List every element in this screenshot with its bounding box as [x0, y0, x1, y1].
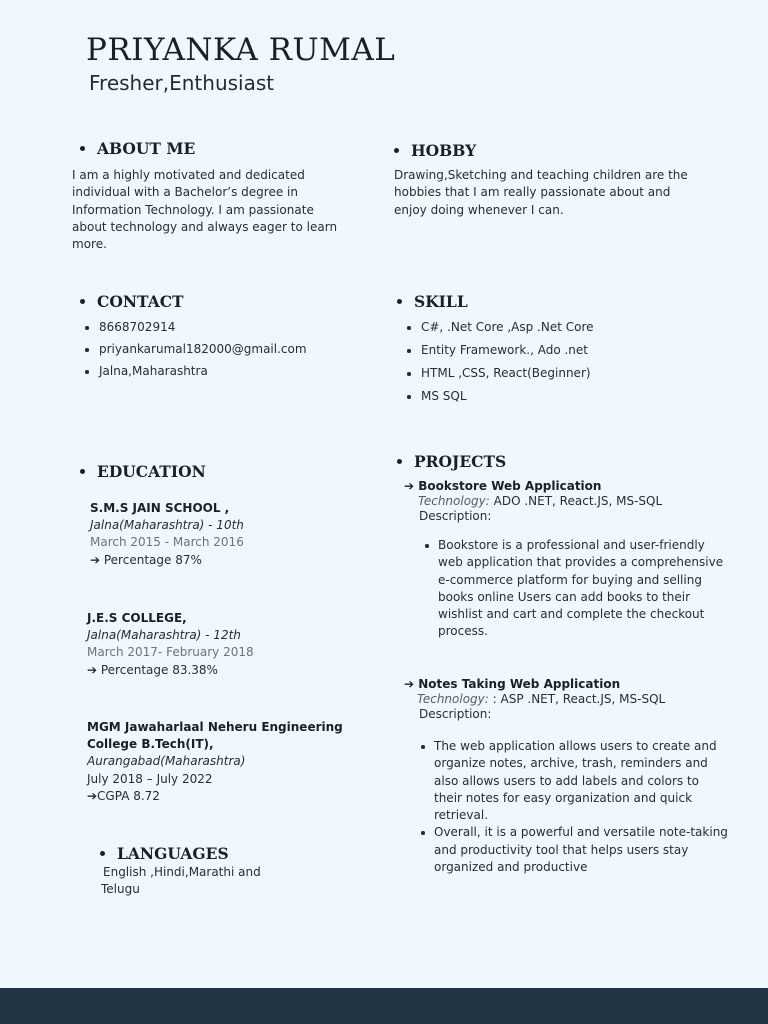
candidate-name: PRIYANKA RUMAL — [86, 32, 396, 68]
education-school: S.M.S JAIN SCHOOL , — [90, 501, 230, 515]
contact-heading — [80, 292, 184, 311]
bullet-icon — [100, 851, 105, 856]
project-bullets — [420, 738, 730, 876]
project-technology — [418, 494, 734, 508]
project-title: ➔ Notes Taking Web Application — [404, 677, 621, 691]
skill-item: HTML ,CSS, React(Beginner) — [406, 366, 594, 380]
skill-item: C#, .Net Core ,Asp .Net Core — [406, 320, 594, 334]
education-heading — [80, 462, 206, 481]
project-description-label: Description: — [419, 509, 492, 523]
skill-item: Entity Framework., Ado .net — [406, 343, 594, 357]
projects-heading — [397, 452, 506, 471]
footer-bar — [0, 988, 768, 1024]
education-place: Jalna(Maharashtra) - 12th — [87, 628, 241, 643]
bullet-icon — [397, 459, 402, 464]
bullet-icon — [80, 469, 85, 474]
about-heading-text: ABOUT ME — [97, 139, 196, 158]
education-result: ➔ Percentage 87% — [90, 552, 202, 567]
project-technology-value: : ASP .NET, React.JS, MS-SQL — [488, 692, 666, 706]
contact-email[interactable]: priyankarumal182000@gmail.com — [84, 342, 307, 356]
project-title: ➔ Bookstore Web Application — [404, 479, 602, 493]
candidate-subtitle: Fresher,Enthusiast — [89, 71, 275, 95]
contact-location: Jalna,Maharashtra — [84, 364, 307, 378]
skill-heading-text: SKILL — [414, 292, 468, 311]
education-place: Aurangabad(Maharashtra) — [87, 754, 246, 769]
project-item — [404, 479, 734, 641]
education-heading-text: EDUCATION — [97, 462, 206, 481]
bullet-icon — [397, 299, 402, 304]
project-technology-value: ADO .NET, React.JS, MS-SQL — [489, 494, 663, 508]
project-item — [404, 677, 734, 876]
education-period: July 2018 – July 2022 — [87, 771, 213, 786]
contact-heading-text: CONTACT — [97, 292, 184, 311]
languages-heading-text: LANGUAGES — [117, 844, 229, 863]
education-entry — [87, 610, 347, 679]
project-bullets — [424, 537, 724, 641]
contact-phone: 8668702914 — [84, 320, 307, 334]
education-entry — [90, 500, 350, 569]
project-technology — [417, 692, 734, 706]
education-school: College B.Tech(IT), — [87, 737, 214, 752]
education-entry — [87, 719, 357, 805]
project-bullet: Bookstore is a professional and user-friendly web application that provides a comprehensive e-commerce platform for buying and selling books online Users can add books to their wishlist and cart and complete the checkout process. — [424, 537, 724, 641]
education-school: MGM Jawaharlaal Neheru Engineering — [87, 720, 343, 734]
education-period: March 2017- February 2018 — [87, 645, 254, 660]
project-technology-label: Technology: — [417, 692, 489, 706]
education-result: ➔ Percentage 83.38% — [87, 662, 218, 677]
education-school: J.E.S COLLEGE, — [87, 611, 187, 625]
education-place: Jalna(Maharashtra) - 10th — [90, 518, 244, 533]
languages-heading — [100, 844, 229, 863]
skill-item: MS SQL — [406, 389, 594, 403]
education-result: ➔CGPA 8.72 — [87, 788, 160, 803]
project-technology-label: Technology: — [418, 494, 490, 508]
projects-heading-text: PROJECTS — [414, 452, 507, 471]
bullet-icon — [80, 299, 85, 304]
education-period: March 2015 - March 2016 — [90, 535, 244, 550]
skill-list — [406, 320, 594, 403]
hobby-text: Drawing,Sketching and teaching children are the hobbies that I am really passionate about and enjoy doing whenever I can. — [394, 168, 688, 217]
project-bullet: The web application allows users to create and organize notes, archive, trash, reminders and also allows users to add labels and colors to their notes for easy organization and quick retrieval. — [420, 738, 730, 824]
about-heading — [80, 139, 195, 158]
hobby-heading-text: HOBBY — [411, 141, 477, 160]
hobby-heading — [394, 141, 476, 160]
project-bullet: Overall, it is a powerful and versatile note-taking and productivity tool that helps users stay organized and productive — [420, 824, 730, 876]
about-text: I am a highly motivated and dedicated individual with a Bachelor’s degree in Information Technology. I am passionate about technology and always eager to learn more. — [72, 168, 338, 252]
bullet-icon — [394, 148, 399, 153]
skill-heading — [397, 292, 468, 311]
project-description-label: Description: — [419, 707, 492, 721]
contact-list — [84, 320, 307, 378]
languages-text: English ,Hindi,Marathi and Telugu — [101, 865, 261, 897]
bullet-icon — [80, 146, 85, 151]
